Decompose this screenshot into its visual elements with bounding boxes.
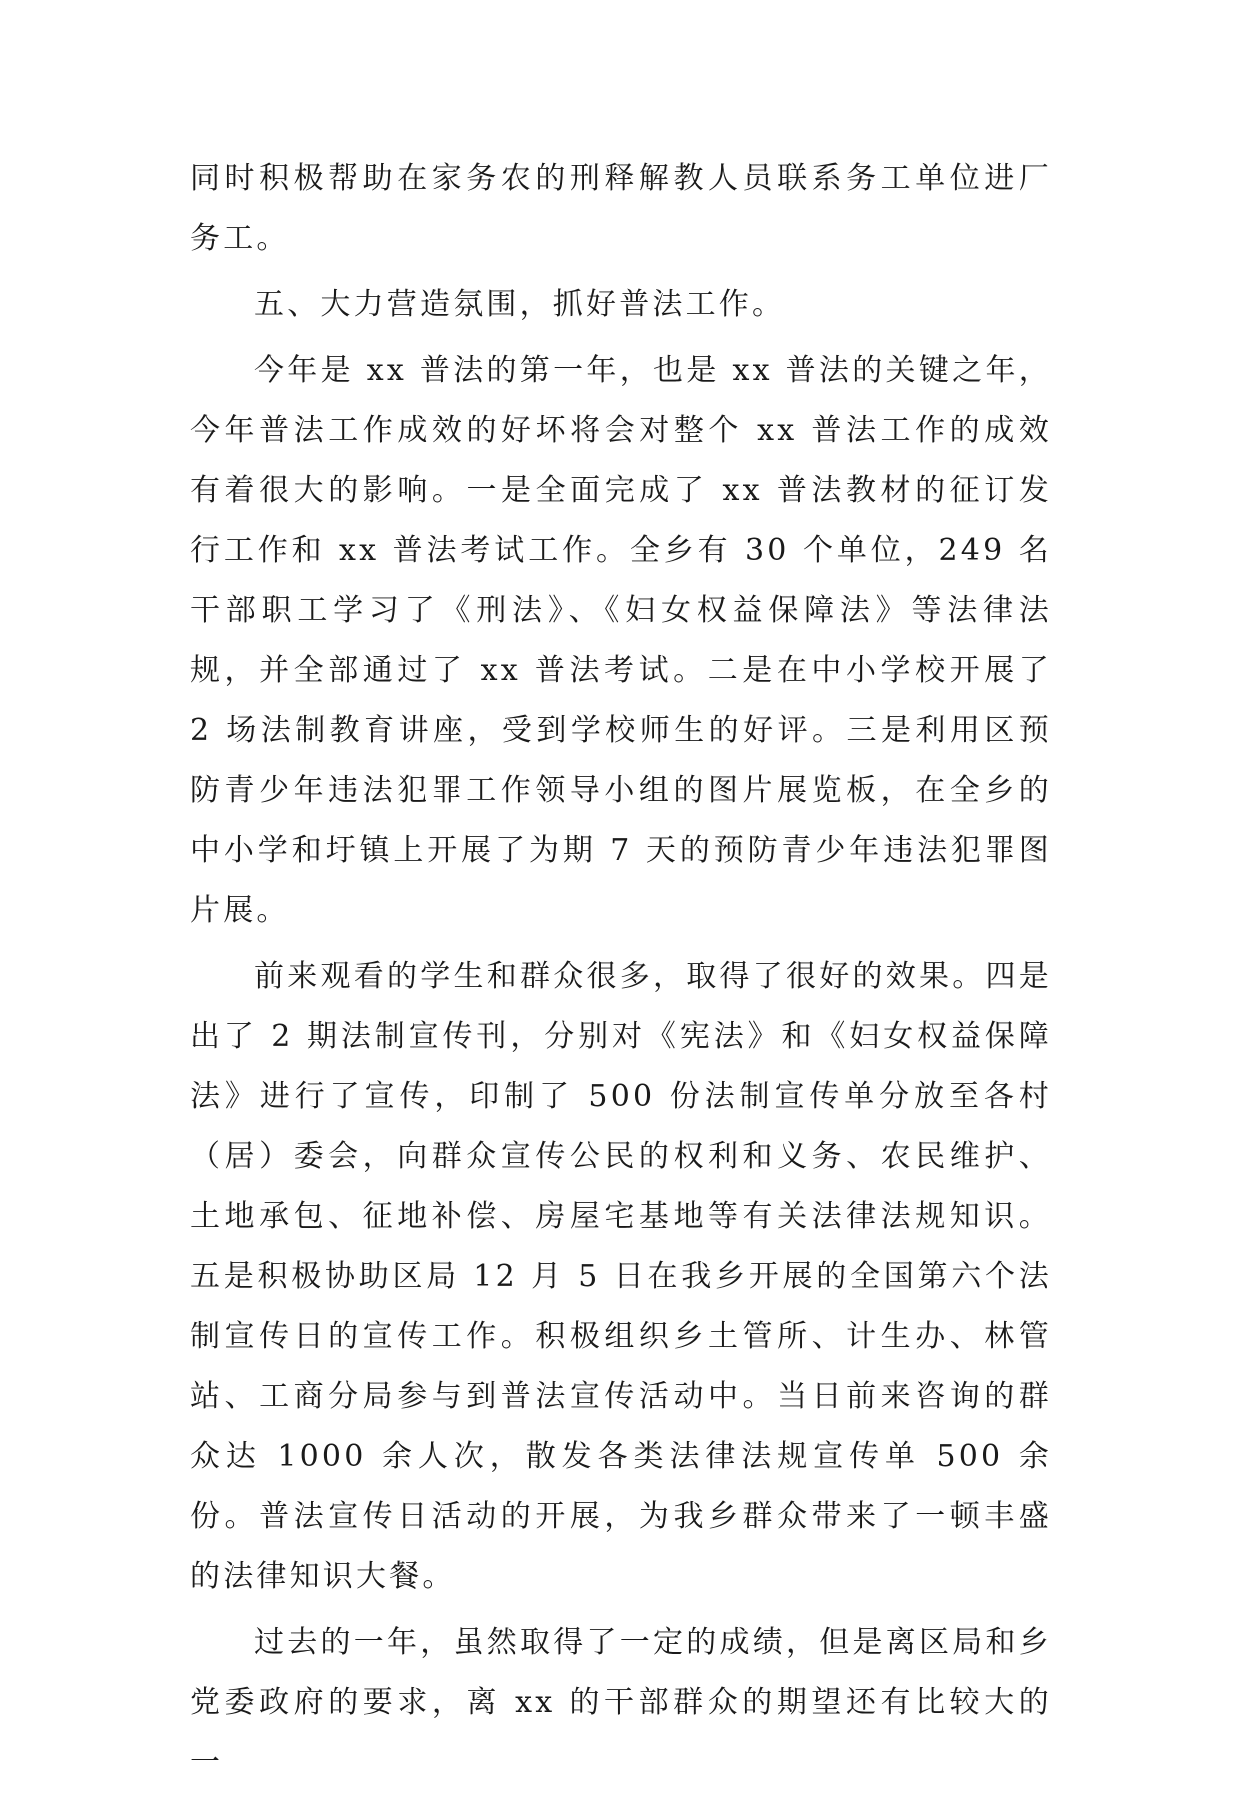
document-page xyxy=(190,149,1052,1793)
paragraph-continuation: 同时积极帮助在家务农的刑释解教人员联系务工单位进厂务工。 xyxy=(190,161,1052,256)
section-heading: 五、大力营造氛围，抓好普法工作。 xyxy=(254,287,786,322)
paragraph-summary: 过去的一年，虽然取得了一定的成绩，但是离区局和乡党委政府的要求，离 xx 的干部群众的期望还有比较大的一 xyxy=(190,1625,1052,1780)
paragraph-publicity: 前来观看的学生和群众很多，取得了很好的效果。四是出了 2 期法制宣传刊，分别对《宪法》和《妇女权益保障法》进行了宣传，印制了 500 份法制宣传单分放至各村（居）委会，向群众宣传公民的权利和义务、农民维护、土地承包、征地补偿、房屋宅基地等有关法律法规知识。五是积极协助区局 12 月 5 日在我乡开展的全国第六个法制宣传日的宣传工作。积极组织乡土管所、计生办、林管站、工商分局参与到普法宣传活动中。当日前来咨询的群众达 1000 余人次，散发各类法律法规宣传单 500 余份。普法宣传日活动的开展，为我乡群众带来了一顿丰盛的法律知识大餐。 xyxy=(190,959,1052,1594)
paragraph-legal-education: 今年是 xx 普法的第一年，也是 xx 普法的关键之年，今年普法工作成效的好坏将会对整个 xx 普法工作的成效有着很大的影响。一是全面完成了 xx 普法教材的征订发行工作和 xx 普法考试工作。全乡有 30 个单位，249 名干部职工学习了《刑法》、《妇女权益保障法》等法律法规，并全部通过了 xx 普法考试。二是在中小学校开展了 2 场法制教育讲座，受到学校师生的好评。三是利用区预防青少年违法犯罪工作领导小组的图片展览板，在全乡的中小学和圩镇上开展了为期 7 天的预防青少年违法犯罪图片展。 xyxy=(190,353,1052,928)
